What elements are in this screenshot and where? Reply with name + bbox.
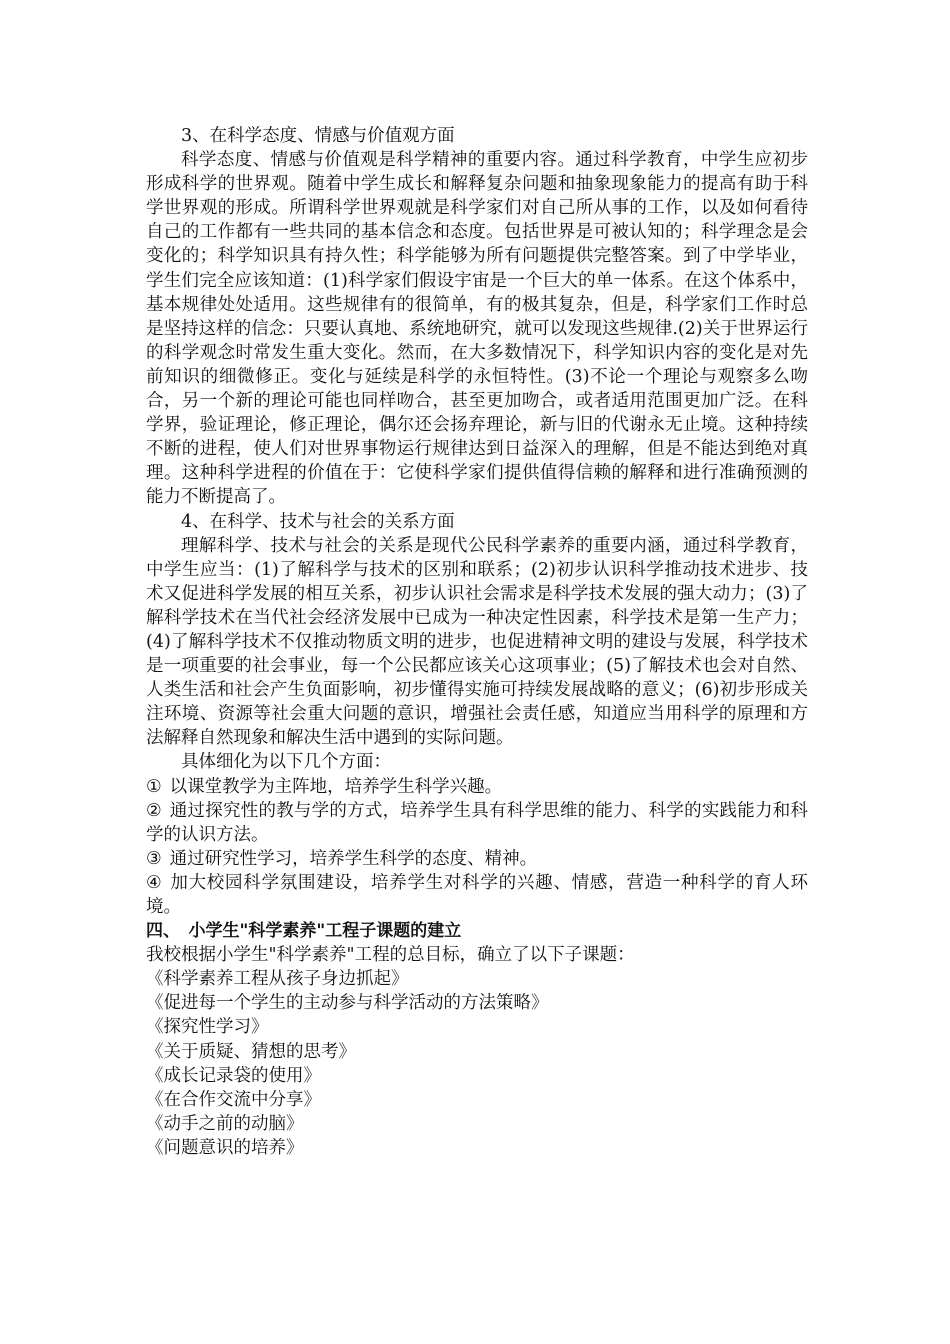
item-marker: ① bbox=[146, 776, 162, 797]
item-marker: ② bbox=[146, 800, 162, 821]
section-4-title: 4、在科学、技术与社会的关系方面 bbox=[181, 511, 455, 532]
document-page bbox=[146, 124, 808, 1160]
details-list bbox=[146, 775, 808, 920]
details-item bbox=[146, 799, 808, 847]
subtopic-item: 《探究性学习》 bbox=[146, 1017, 269, 1038]
subtopic-item: 《成长记录袋的使用》 bbox=[146, 1065, 321, 1086]
section-3-title: 3、在科学态度、情感与价值观方面 bbox=[181, 126, 455, 146]
details-item bbox=[146, 871, 808, 919]
subtopic-item: 《科学素养工程从孩子身边抓起》 bbox=[146, 969, 409, 990]
part-4-heading: 四、 小学生"科学素养"工程子课题的建立 bbox=[146, 921, 462, 942]
details-intro: 具体细化为以下几个方面： bbox=[181, 752, 391, 773]
subtopic-list bbox=[146, 967, 808, 1160]
subtopic-item: 《问题意识的培养》 bbox=[146, 1137, 304, 1158]
subtopic-item: 《动手之前的动脑》 bbox=[146, 1113, 304, 1134]
item-text: 通过探究性的教与学的方式，培养学生具有科学思维的能力、科学的实践能力和科学的认识方法。 bbox=[146, 800, 808, 845]
section-4-body: 理解科学、技术与社会的关系是现代公民科学素养的重要内涵，通过科学教育，中学生应当：(1)了解科学与技术的区别和联系；(2)初步认识科学推动技术进步、技术又促进科学发展的相互关系，初步认识社会需求是科学技术发展的强大动力；(3)了解科学技术在当代社会经济发展中已成为一种决定性因素，科学技术是第一生产力；(4)了解科学技术不仅推动物质文明的进步，也促进精神文明的建设与发展，科学技术是一项重要的社会事业，每一个公民都应该关心这项事业；(5)了解技术也会对自然、人类生活和社会产生负面影响，初步懂得实施可持续发展战略的意义；(6)初步形成关注环境、资源等社会重大问题的意识，增强社会责任感，知道应当用科学的原理和方法解释自然现象和解决生活中遇到的实际问题。 bbox=[146, 535, 808, 749]
subtopic-item: 《在合作交流中分享》 bbox=[146, 1089, 321, 1110]
item-marker: ④ bbox=[146, 872, 162, 893]
section-3-body: 科学态度、情感与价值观是科学精神的重要内容。通过科学教育，中学生应初步形成科学的世界观。随着中学生成长和解释复杂问题和抽象现象能力的提高有助于科学世界观的形成。所谓科学世界观就是科学家们对自己所从事的工作，以及如何看待自己的工作都有一些共同的基本信念和态度。包括世界是可被认知的；科学理念是会变化的；科学知识具有持久性；科学能够为所有问题提供完整答案。到了中学毕业，学生们完全应该知道：(1)科学家们假设宇宙是一个巨大的单一体系。在这个体系中，基本规律处处适用。这些规律有的很简单，有的极其复杂，但是，科学家们工作时总是坚持这样的信念：只要认真地、系统地研究，就可以发现这些规律.(2)关于世界运行的科学观念时常发生重大变化。然而，在大多数情况下，科学知识内容的变化是对先前知识的细微修正。变化与延续是科学的永恒特性。(3)不论一个理论与观察多么吻合，另一个新的理论可能也同样吻合，甚至更加吻合，或者适用范围更加广泛。在科学界，验证理论，修正理论，偶尔还会扬弃理论，新与旧的代谢永无止境。这种持续不断的进程，使人们对世界事物运行规律达到日益深入的理解，但是不能达到绝对真理。这种科学进程的价值在于：它使科学家们提供值得信赖的解释和进行准确预测的能力不断提高了。 bbox=[146, 150, 808, 508]
details-item bbox=[146, 775, 808, 799]
item-text: 以课堂教学为主阵地，培养学生科学兴趣。 bbox=[169, 776, 503, 797]
item-text: 通过研究性学习，培养学生科学的态度、精神。 bbox=[169, 848, 538, 869]
item-text: 加大校园科学氛围建设，培养学生对科学的兴趣、情感，营造一种科学的育人环境。 bbox=[146, 872, 808, 917]
details-item bbox=[146, 847, 808, 871]
subtopic-item: 《关于质疑、猜想的思考》 bbox=[146, 1041, 356, 1062]
item-marker: ③ bbox=[146, 848, 162, 869]
part-4-intro: 我校根据小学生"科学素养"工程的总目标，确立了以下子课题： bbox=[146, 945, 635, 966]
subtopic-item: 《促进每一个学生的主动参与科学活动的方法策略》 bbox=[146, 993, 549, 1014]
